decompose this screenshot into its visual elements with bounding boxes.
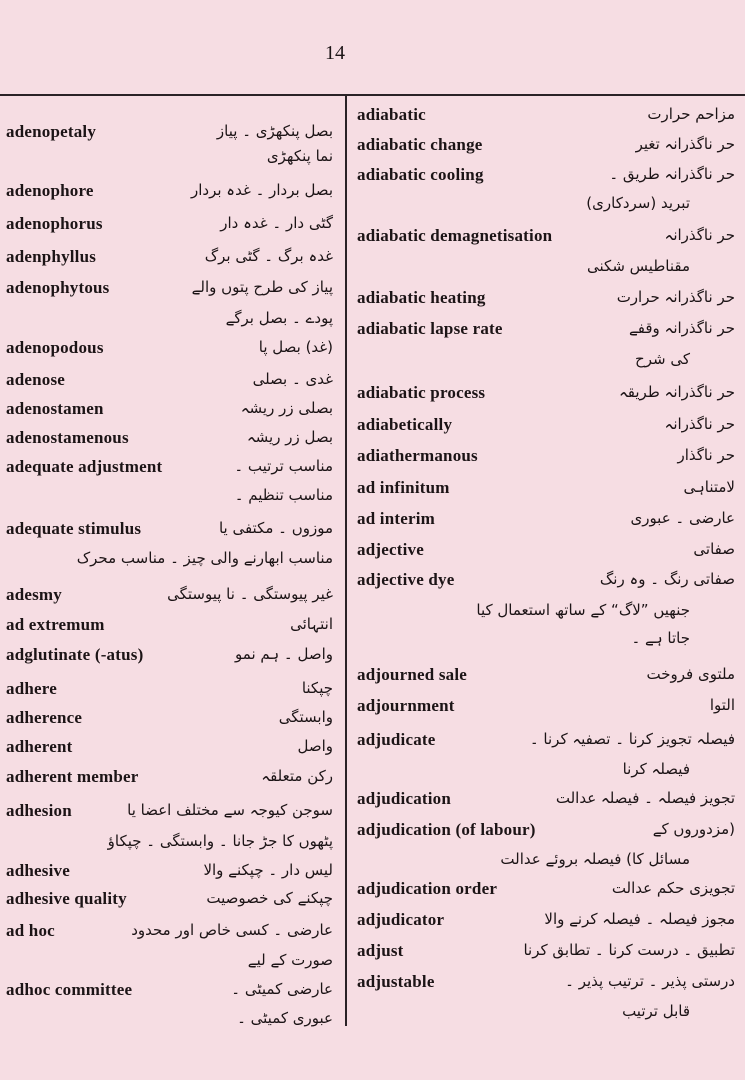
page-number: 14: [325, 42, 345, 64]
urdu-definition: پیاز کی طرح پتوں والے: [191, 278, 333, 296]
headword: adiabetically: [357, 415, 453, 434]
headword: adjust: [357, 941, 404, 960]
urdu-definition: تبرید (سردکاری): [586, 194, 690, 212]
urdu-definition: مناسب تنظیم ۔: [234, 486, 333, 504]
urdu-definition: عارضی کمیٹی ۔: [231, 980, 333, 998]
headword: adiabatic change: [357, 135, 483, 154]
urdu-definition: واصل ۔ ہم نمو: [235, 645, 333, 663]
headword: adherence: [6, 708, 83, 727]
urdu-definition: بصل پنکھڑی ۔ پیاز: [216, 122, 333, 140]
urdu-definition: وابستگی: [278, 708, 333, 726]
headword: adherent member: [6, 767, 139, 786]
urdu-definition: گٹی دار ۔ غدہ دار: [220, 214, 333, 232]
urdu-definition: صفاتی رنگ ۔ وہ رنگ: [599, 570, 735, 588]
urdu-definition: غدہ برگ ۔ گٹی برگ: [204, 247, 333, 265]
headword: ad extremum: [6, 615, 105, 634]
urdu-definition: مناسب ابھارنے والی چیز ۔ مناسب محرک: [76, 549, 333, 567]
urdu-definition: التوا: [709, 696, 735, 714]
urdu-definition: (مزدوروں کے: [652, 820, 735, 838]
headword: adiabatic cooling: [357, 165, 484, 184]
headword: adenopodous: [6, 338, 104, 357]
urdu-definition: موزوں ۔ مکتفی یا: [218, 519, 333, 537]
headword: adglutinate (-atus): [6, 645, 144, 664]
headword: adiabatic demagnetisation: [357, 226, 553, 245]
headword: adiabatic heating: [357, 288, 486, 307]
urdu-definition: بصل بردار ۔ غدہ بردار: [191, 181, 333, 199]
headword: adequate adjustment: [6, 457, 163, 476]
urdu-definition: حر ناگذرانہ: [664, 226, 735, 244]
urdu-definition: لامتناہی: [683, 478, 735, 496]
headword: ad hoc: [6, 921, 55, 940]
headword: adjudication order: [357, 879, 498, 898]
urdu-definition: مسائل کا) فیصلہ بروئے عدالت: [500, 850, 690, 868]
headword: adenphyllus: [6, 247, 97, 266]
headword: adhesion: [6, 801, 72, 820]
headword: adequate stimulus: [6, 519, 142, 538]
urdu-definition: جاتا ہے ۔: [631, 629, 690, 647]
urdu-definition: نما پنکھڑی: [266, 147, 333, 165]
urdu-definition: فیصلہ کرنا: [622, 760, 690, 778]
urdu-definition: حر ناگذرانہ طریقہ: [619, 383, 735, 401]
urdu-definition: پودے ۔ بصل برگے: [225, 309, 333, 327]
urdu-definition: حر ناگذرانہ وقفے: [628, 319, 735, 337]
headword: adiabatic lapse rate: [357, 319, 503, 338]
urdu-definition: صفاتی: [693, 540, 735, 558]
urdu-definition: صورت کے لیے: [247, 951, 333, 969]
column-divider: [345, 96, 347, 1026]
headword: adiabatic process: [357, 383, 486, 402]
urdu-definition: مقناطیس شکنی: [587, 257, 690, 275]
urdu-definition: چپکنے کی خصوصیت: [206, 889, 333, 907]
headword: adjourned sale: [357, 665, 468, 684]
headword: adenophytous: [6, 278, 110, 297]
urdu-definition: مناسب ترتیب ۔: [234, 457, 333, 475]
headword: adhesive: [6, 861, 70, 880]
urdu-definition: واصل: [297, 737, 333, 755]
urdu-definition: پٹھوں کا جڑ جانا ۔ وابستگی ۔ چپکاؤ: [107, 832, 333, 850]
headword: adjournment: [357, 696, 455, 715]
urdu-definition: سوجن کیوجہ سے مختلف اعضا یا: [127, 801, 333, 819]
headword: adjudicate: [357, 730, 436, 749]
headword: ad infinitum: [357, 478, 450, 497]
urdu-definition: رکن متعلقہ: [261, 767, 333, 785]
urdu-definition: عبوری کمیٹی ۔: [237, 1009, 333, 1027]
headword: adjudication (of labour): [357, 820, 536, 839]
headword: adjective dye: [357, 570, 455, 589]
headword: adjustable: [357, 972, 435, 991]
urdu-definition: درستی پذیر ۔ ترتیب پذیر ۔: [565, 972, 735, 990]
urdu-definition: حر ناگذرانہ حرارت: [616, 288, 735, 306]
headword: adenophore: [6, 181, 94, 200]
header-rule: [0, 94, 745, 96]
headword: adenostamen: [6, 399, 104, 418]
headword: adhere: [6, 679, 57, 698]
headword: adiathermanous: [357, 446, 478, 465]
headword: adenopetaly: [6, 122, 97, 141]
urdu-definition: عارضی ۔ عبوری: [630, 509, 735, 527]
urdu-definition: فیصلہ تجویز کرنا ۔ تصفیہ کرنا ۔: [529, 730, 735, 748]
headword: adjective: [357, 540, 424, 559]
urdu-definition: کی شرح: [635, 350, 690, 368]
urdu-definition: انتہائی: [290, 615, 333, 633]
headword: adhoc committee: [6, 980, 133, 999]
urdu-definition: حر ناگذرانہ: [664, 415, 735, 433]
urdu-definition: تجویزی حکم عدالت: [611, 879, 735, 897]
urdu-definition: بصل زر ریشہ: [246, 428, 333, 446]
urdu-definition: ملتوی فروخت: [646, 665, 735, 683]
urdu-definition: تجویز فیصلہ ۔ فیصلہ عدالت: [555, 789, 735, 807]
urdu-definition: حر ناگذار: [677, 446, 735, 464]
urdu-definition: غیر پیوستگی ۔ نا پیوستگی: [167, 585, 333, 603]
urdu-definition: بصلی زر ریشہ: [240, 399, 333, 417]
urdu-definition: تطبیق ۔ درست کرنا ۔ تطابق کرنا: [523, 941, 735, 959]
urdu-definition: عارضی ۔ کسی خاص اور محدود: [131, 921, 333, 939]
urdu-definition: لیس دار ۔ چپکنے والا: [203, 861, 333, 879]
headword: adhesive quality: [6, 889, 127, 908]
headword: adenose: [6, 370, 66, 389]
headword: adenostamenous: [6, 428, 129, 447]
urdu-definition: چپکنا: [301, 679, 333, 697]
headword: ad interim: [357, 509, 436, 528]
headword: adesmy: [6, 585, 62, 604]
urdu-definition: قابل ترتیب: [622, 1002, 690, 1020]
headword: adjudicator: [357, 910, 445, 929]
urdu-definition: (غد) بصل پا: [258, 338, 333, 356]
headword: adiabatic: [357, 105, 426, 124]
urdu-definition: مجوز فیصلہ ۔ فیصلہ کرنے والا: [544, 910, 735, 928]
urdu-definition: مزاحم حرارت: [647, 105, 735, 123]
urdu-definition: حر ناگذرانہ تغیر: [635, 135, 735, 153]
headword: adenophorus: [6, 214, 103, 233]
headword: adherent: [6, 737, 73, 756]
urdu-definition: جنھیں ”لاگ“ کے ساتھ استعمال کیا: [476, 601, 690, 619]
urdu-definition: حر ناگذرانہ طریق ۔: [609, 165, 735, 183]
headword: adjudication: [357, 789, 452, 808]
urdu-definition: غدی ۔ بصلی: [252, 370, 333, 388]
